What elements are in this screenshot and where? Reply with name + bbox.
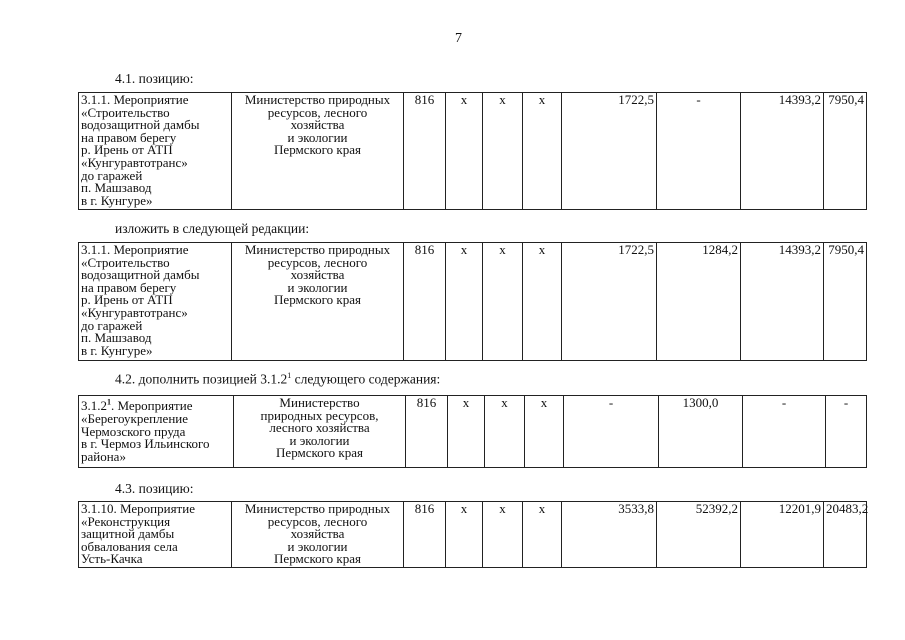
value-cell-1: 1722,5 bbox=[562, 93, 657, 210]
name-line: п. Машзавод bbox=[81, 330, 152, 346]
org-line: Пермского края bbox=[276, 445, 363, 461]
caption-text: следующего содержания: bbox=[291, 371, 441, 387]
name-line: «Кунгуравтотранс» bbox=[81, 304, 188, 320]
org-line: ресурсов, лесного bbox=[267, 104, 368, 120]
value-cell-4: 20483,2 bbox=[824, 502, 867, 568]
name-line: обвалования села bbox=[81, 538, 178, 554]
name-line: «Строительство bbox=[81, 104, 170, 120]
x-cell: x bbox=[523, 502, 562, 568]
name-line: в г. Кунгуре» bbox=[81, 192, 153, 208]
org-line: Министерство природных bbox=[244, 92, 391, 107]
value-cell-4: - bbox=[826, 396, 867, 468]
x-cell: x bbox=[525, 396, 564, 468]
name-line: в г. Кунгуре» bbox=[81, 342, 153, 358]
ministry-cell bbox=[232, 243, 404, 361]
org-line: лесного хозяйства bbox=[269, 420, 370, 436]
name-line: Чермозского пруда bbox=[81, 423, 186, 439]
value-cell-4: 7950,4 bbox=[824, 243, 867, 361]
name-line: 3.1.1. Мероприятие bbox=[81, 92, 189, 107]
code-cell: 816 bbox=[404, 502, 446, 568]
code-cell: 816 bbox=[404, 93, 446, 210]
name-line: до гаражей bbox=[81, 167, 143, 183]
org-line: Пермского края bbox=[274, 142, 361, 158]
table-position-3-1-1-old bbox=[78, 92, 867, 210]
org-line: хозяйства bbox=[290, 117, 345, 133]
value-cell-1: 1722,5 bbox=[562, 243, 657, 361]
name-line: «Берегоукрепление bbox=[81, 410, 189, 426]
name-line: водозащитной дамбы bbox=[81, 117, 200, 133]
caption-new-version: изложить в следующей редакции: bbox=[115, 221, 310, 236]
value-cell-1: 3533,8 bbox=[562, 502, 657, 568]
name-line: р. Ирень от АТП bbox=[81, 292, 173, 308]
name-line: р. Ирень от АТП bbox=[81, 142, 173, 158]
org-line: Министерство природных bbox=[244, 242, 391, 257]
name-line: на правом берегу bbox=[81, 279, 177, 295]
value-cell-2: 1300,0 bbox=[659, 396, 743, 468]
x-cell: x bbox=[485, 396, 525, 468]
name-line: 3.1.1. Мероприятие bbox=[81, 242, 189, 257]
table-position-3-1-2-1 bbox=[78, 395, 867, 468]
org-line: хозяйства bbox=[290, 526, 345, 542]
code-cell: 816 bbox=[404, 243, 446, 361]
org-line: и экологии bbox=[287, 129, 348, 145]
ministry-cell bbox=[234, 396, 406, 468]
x-cell: x bbox=[523, 93, 562, 210]
name-line: «Строительство bbox=[81, 254, 170, 270]
name-line: Усть-Качка bbox=[81, 551, 143, 567]
name-line: района» bbox=[81, 448, 126, 464]
value-cell-3: - bbox=[743, 396, 826, 468]
name-line: водозащитной дамбы bbox=[81, 267, 200, 283]
x-cell: x bbox=[446, 93, 483, 210]
table-position-3-1-1-new bbox=[78, 242, 867, 361]
name-line: «Реконструкция bbox=[81, 513, 171, 529]
org-line: природных ресурсов, bbox=[260, 407, 379, 423]
org-line: Пермского края bbox=[274, 551, 361, 567]
org-line: ресурсов, лесного bbox=[267, 513, 368, 529]
org-line: Министерство природных bbox=[244, 501, 391, 516]
org-line: и экологии bbox=[289, 432, 350, 448]
name-line: п. Машзавод bbox=[81, 180, 152, 196]
value-cell-2: - bbox=[657, 93, 741, 210]
x-cell: x bbox=[446, 243, 483, 361]
measure-name-cell bbox=[79, 243, 232, 361]
value-cell-4: 7950,4 bbox=[824, 93, 867, 210]
measure-name-cell bbox=[79, 93, 232, 210]
caption-text: 4.2. дополнить позицией 3.1.2 bbox=[115, 371, 288, 387]
org-line: хозяйства bbox=[290, 267, 345, 283]
measure-name-cell bbox=[79, 396, 234, 468]
name-prefix: 3.1.2 bbox=[81, 398, 107, 414]
name-line: «Кунгуравтотранс» bbox=[81, 154, 188, 170]
name-line: до гаражей bbox=[81, 317, 143, 333]
value-cell-2: 52392,2 bbox=[657, 502, 741, 568]
x-cell: x bbox=[523, 243, 562, 361]
table-position-3-1-10 bbox=[78, 501, 867, 568]
page-number: 7 bbox=[455, 31, 462, 46]
value-cell-3: 14393,2 bbox=[741, 243, 824, 361]
x-cell: x bbox=[446, 502, 483, 568]
value-cell-3: 12201,9 bbox=[741, 502, 824, 568]
measure-name-cell bbox=[79, 502, 232, 568]
org-line: Пермского края bbox=[274, 292, 361, 308]
org-line: ресурсов, лесного bbox=[267, 254, 368, 270]
x-cell: x bbox=[483, 93, 523, 210]
caption-superscript: 1 bbox=[287, 371, 292, 380]
value-cell-2: 1284,2 bbox=[657, 243, 741, 361]
name-line: на правом берегу bbox=[81, 129, 177, 145]
code-cell: 816 bbox=[406, 396, 448, 468]
org-line: и экологии bbox=[287, 279, 348, 295]
org-line: и экологии bbox=[287, 538, 348, 554]
name-line: 3.1.10. Мероприятие bbox=[81, 501, 195, 516]
name-line: защитной дамбы bbox=[81, 526, 175, 542]
caption-4-2 bbox=[115, 371, 440, 388]
name-superscript: 1 bbox=[107, 398, 111, 407]
caption-4-1: 4.1. позицию: bbox=[115, 71, 194, 86]
x-cell: x bbox=[483, 502, 523, 568]
name-line: в г. Чермоз Ильинского bbox=[81, 436, 210, 452]
x-cell: x bbox=[448, 396, 485, 468]
ministry-cell bbox=[232, 502, 404, 568]
x-cell: x bbox=[483, 243, 523, 361]
caption-4-3: 4.3. позицию: bbox=[115, 481, 194, 496]
ministry-cell bbox=[232, 93, 404, 210]
value-cell-1: - bbox=[564, 396, 659, 468]
value-cell-3: 14393,2 bbox=[741, 93, 824, 210]
name-rest: . Мероприятие bbox=[111, 398, 193, 414]
org-line: Министерство bbox=[279, 395, 360, 410]
